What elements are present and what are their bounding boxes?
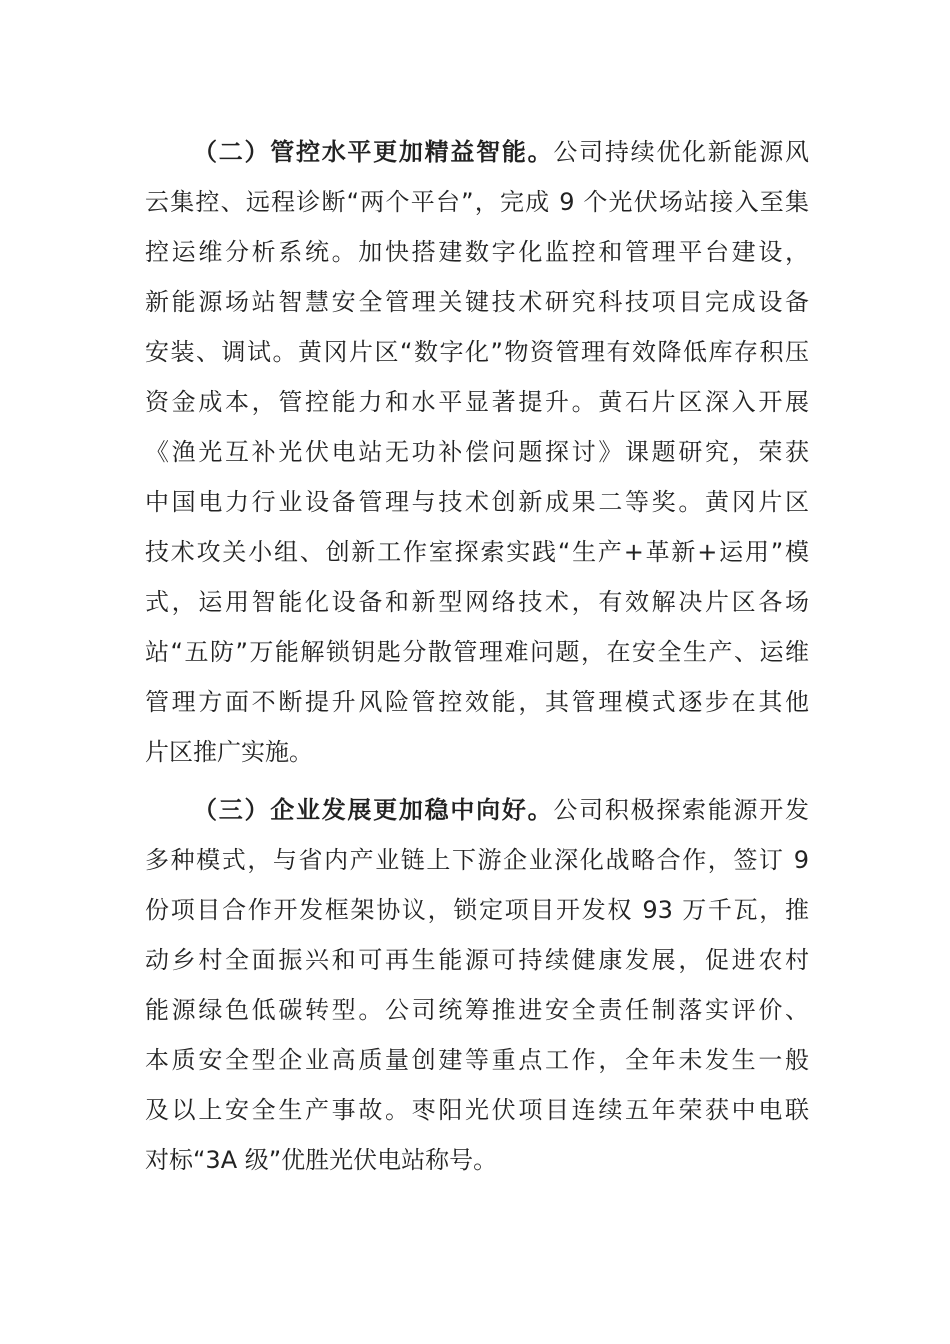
paragraph-line: 安装、调试。黄冈片区“数字化”物资管理有效降低库存积压: [145, 338, 809, 366]
paragraph-line: 资金成本，管控能力和水平显著提升。黄石片区深入开展: [145, 388, 809, 416]
paragraph-line: [145, 127, 809, 177]
paragraph-line: 对标“3A 级”优胜光伏电站称号。: [145, 1146, 498, 1174]
paragraph-heading: （三）企业发展更加稳中向好。: [193, 796, 554, 824]
paragraph-heading: （二）管控水平更加精益智能。: [193, 138, 554, 166]
paragraph-line: 管理方面不断提升风险管控效能，其管理模式逐步在其他: [145, 688, 809, 716]
paragraph-line: 本质安全型企业高质量创建等重点工作，全年未发生一般: [145, 1046, 809, 1074]
paragraph-text: 公司积极探索能源开发: [553, 796, 810, 824]
paragraph-line: 站“五防”万能解锁钥匙分散管理难问题，在安全生产、运维: [145, 638, 809, 666]
paragraph-line: 式，运用智能化设备和新型网络技术，有效解决片区各场: [145, 588, 809, 616]
paragraph-line: 新能源场站智慧安全管理关键技术研究科技项目完成设备: [145, 288, 809, 316]
paragraph-line: 能源绿色低碳转型。公司统筹推进安全责任制落实评价、: [145, 996, 809, 1024]
paragraph-enterprise-development: [145, 785, 809, 1185]
paragraph-control-level: [145, 127, 809, 777]
paragraph-line: 动乡村全面振兴和可再生能源可持续健康发展，促进农村: [145, 946, 809, 974]
paragraph-text: 公司持续优化新能源风: [553, 138, 810, 166]
paragraph-line: 份项目合作开发框架协议，锁定项目开发权 93 万千瓦，推: [145, 896, 809, 924]
paragraph-line: 片区推广实施。: [145, 738, 313, 766]
paragraph-line: 云集控、远程诊断“两个平台”，完成 9 个光伏场站接入至集: [145, 188, 809, 216]
paragraph-line: 控运维分析系统。加快搭建数字化监控和管理平台建设，: [145, 238, 809, 266]
paragraph-line: 多种模式，与省内产业链上下游企业深化战略合作，签订 9: [145, 846, 809, 874]
paragraph-line: [145, 785, 809, 835]
paragraph-line: 中国电力行业设备管理与技术创新成果二等奖。黄冈片区: [145, 488, 809, 516]
paragraph-line: 《渔光互补光伏电站无功补偿问题探讨》课题研究，荣获: [145, 438, 809, 466]
paragraph-line: 及以上安全生产事故。枣阳光伏项目连续五年荣获中电联: [145, 1096, 809, 1124]
paragraph-line: 技术攻关小组、创新工作室探索实践“生产+革新+运用”模: [145, 538, 809, 566]
